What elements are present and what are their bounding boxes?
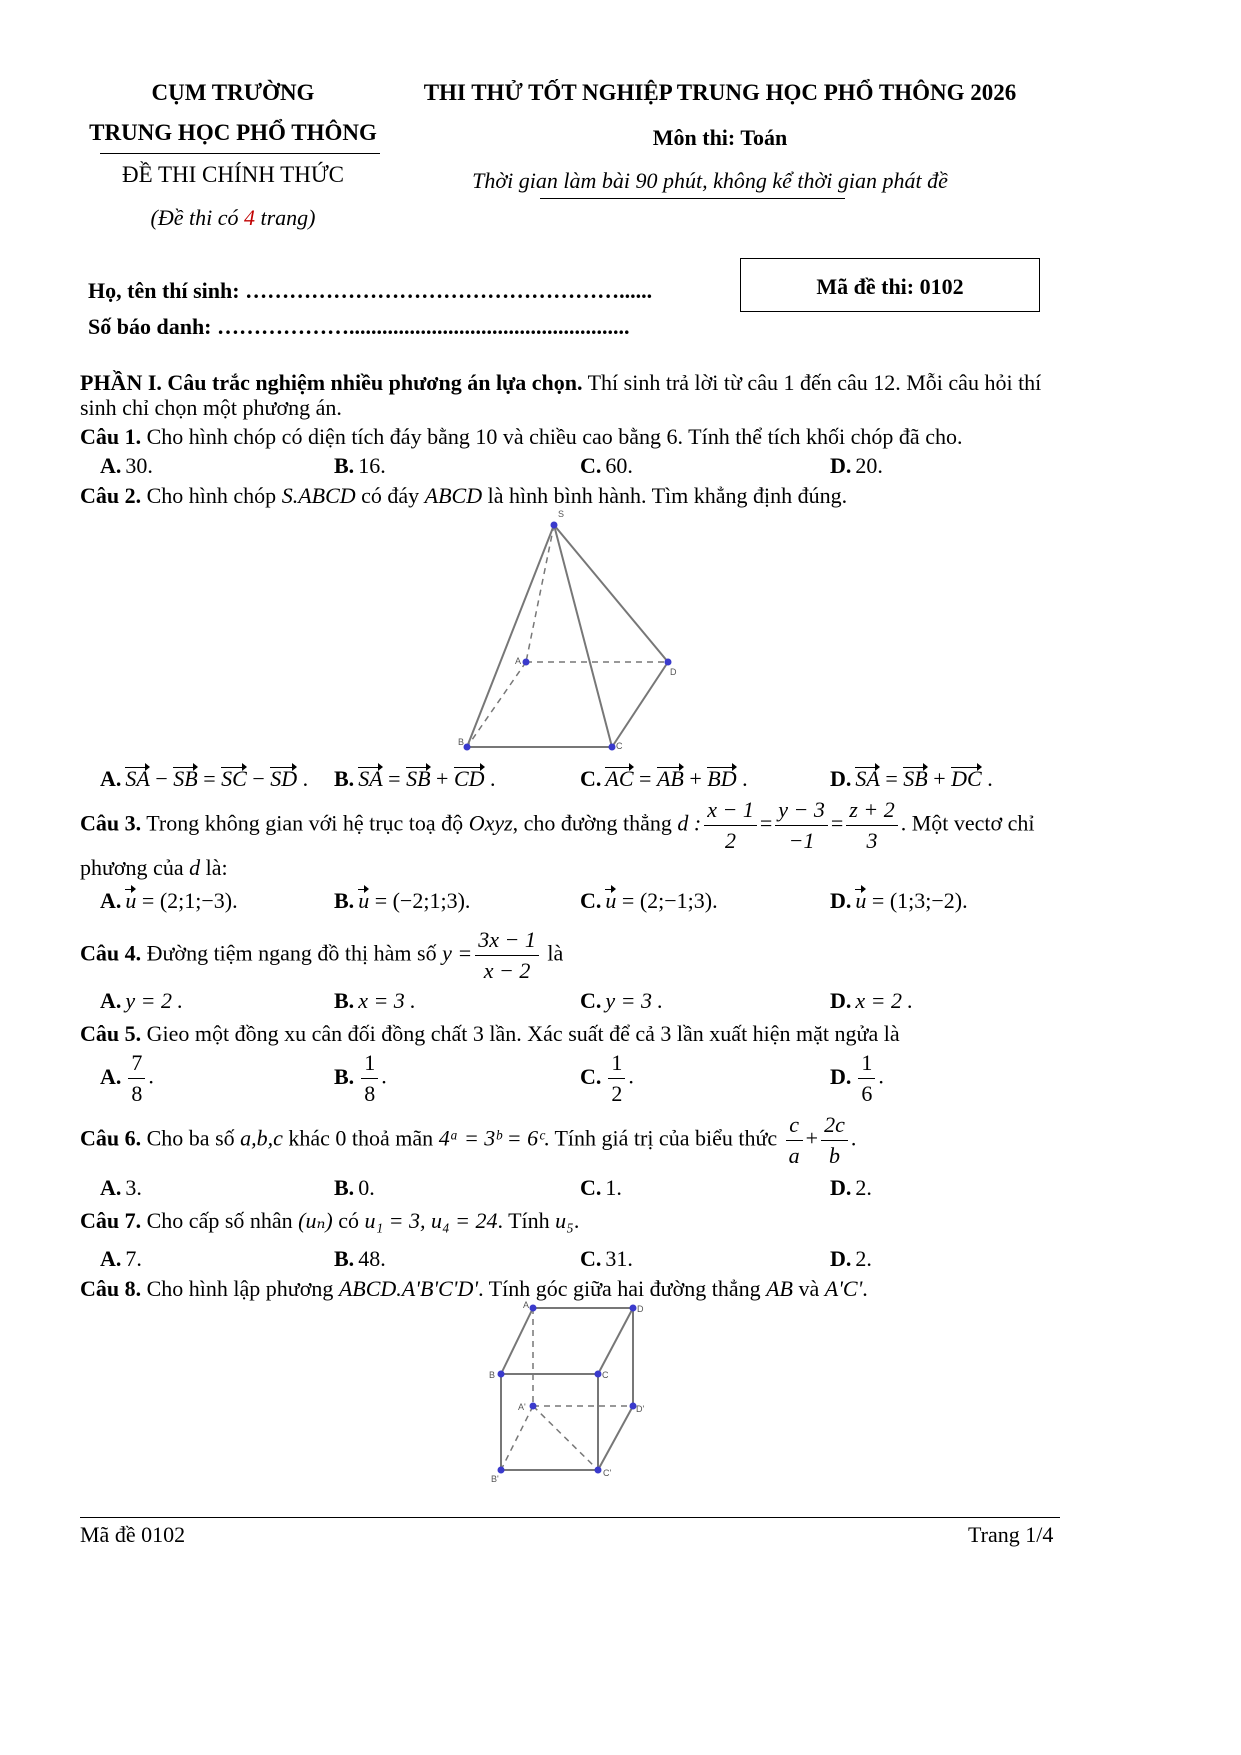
header-right-rule (540, 198, 845, 199)
q3-option-a[interactable]: A. u = (2;1;−3). (100, 888, 238, 913)
exam-code-box (740, 258, 1040, 312)
question-4: Câu 4. Đường tiệm ngang đồ thị hàm số y = $\frac{3x - 1}{x - 2}$ là (80, 927, 564, 983)
header-left-rule (100, 153, 380, 154)
question-1: Câu 1. Cho hình chóp có diện tích đáy bằng 10 và chiều cao bằng 6. Tính thể tích khối chóp đã cho. (80, 424, 963, 449)
footer-rule (80, 1517, 1060, 1518)
edge-ab-hidden (467, 662, 526, 747)
q7-option-c[interactable]: C. 31. (580, 1246, 633, 1271)
q5-option-b[interactable]: B. $\frac{1}{8}$ . (334, 1050, 387, 1106)
q2-option-a[interactable]: A. SA − SB = SC − SD . (100, 766, 309, 791)
question-8: Câu 8. Cho hình lập phương ABCD.A'B'C'D'. Tính góc giữa hai đường thẳng AB và A'C'. (80, 1276, 868, 1301)
question-5: Câu 5. Gieo một đồng xu cân đối đồng chất 3 lần. Xác suất để cả 3 lần xuất hiện mặt ngửa là (80, 1021, 900, 1046)
q3-option-d[interactable]: D. u = (1;3;−2). (830, 888, 968, 913)
label-c: C (616, 741, 623, 751)
label-a: A (523, 1300, 530, 1310)
label-b1: B' (491, 1474, 499, 1484)
label-a1: A' (518, 1402, 526, 1412)
q5-option-d[interactable]: D. $\frac{1}{6}$ . (830, 1050, 884, 1106)
q6-option-b[interactable]: B. 0. (334, 1175, 375, 1200)
edge-sa-hidden (526, 525, 554, 662)
label-d: D (670, 667, 677, 677)
q5-option-c[interactable]: C. $\frac{1}{2}$ . (580, 1050, 634, 1106)
edge-sb (467, 525, 554, 747)
label-d: D (637, 1304, 644, 1314)
q6-option-c[interactable]: C. 1. (580, 1175, 622, 1200)
q6-option-a[interactable]: A. 3. (100, 1175, 142, 1200)
label-a: A (515, 656, 522, 666)
vertex-c (609, 744, 616, 751)
vertex-b (464, 744, 471, 751)
vertex-s (551, 522, 558, 529)
footer-page-number: Trang 1/4 (968, 1522, 1054, 1547)
part1-intro: PHẦN I. Câu trắc nghiệm nhiều phương án lựa chọn. Thí sinh trả lời từ câu 1 đến câu 12. Mỗi câu hỏi thí (80, 370, 1042, 395)
official-exam-label: ĐỀ THI CHÍNH THỨC (121, 162, 345, 187)
q2-option-d[interactable]: D. SA = SB + DC . (830, 766, 993, 791)
q4-option-c[interactable]: C. y = 3 . (580, 988, 664, 1013)
q1-option-d[interactable]: D. 20. (830, 453, 883, 478)
q4-option-a[interactable]: A. y = 2 . (100, 988, 184, 1013)
school-cluster: CỤM TRƯỜNG (151, 80, 315, 105)
exam-code: Mã đề thi: 0102 (816, 274, 964, 299)
q3-option-c[interactable]: C. u = (2;−1;3). (580, 888, 718, 913)
pyramid-figure (440, 505, 700, 760)
q2-option-c[interactable]: C. AC = AB + BD . (580, 766, 748, 791)
label-s: S (558, 509, 565, 519)
candidate-name-field[interactable]: Họ, tên thí sinh: ……………………………………………...... (88, 278, 653, 303)
question-2: Câu 2. Cho hình chóp S.ABCD có đáy ABCD là hình bình hành. Tìm khẳng định đúng. (80, 483, 848, 508)
q2-option-b[interactable]: B. SA = SB + CD . (334, 766, 496, 791)
label-c1: C' (603, 1468, 612, 1478)
q1-option-c[interactable]: C. 60. (580, 453, 633, 478)
candidate-id-field[interactable]: Số báo danh: ………………................................................... (88, 314, 630, 339)
q4-option-d[interactable]: D. x = 2 . (830, 988, 914, 1013)
question-7: Câu 7. Cho cấp số nhân (uₙ) có u₁ = 3, u₄ = 24. Tính u₅. (80, 1208, 580, 1233)
q7-option-b[interactable]: B. 48. (334, 1246, 386, 1271)
q6-option-d[interactable]: D. 2. (830, 1175, 872, 1200)
question-3: Câu 3. Trong không gian với hệ trục toạ độ Oxyz, cho đường thẳng d : $\frac{x - 1}{2}$ = $\frac{y - 3}{-1}$ = $\frac{z + 2}{3}$ . Một vectơ chỉ (80, 797, 1035, 853)
question-3-cont: phương của d là: (80, 855, 228, 880)
question-6: Câu 6. Cho ba số a,b,c khác 0 thoả mãn 4ᵃ = 3ᵇ = 6ᶜ. Tính giá trị của biểu thức $\frac{c}{a}$ + $\frac{2c}{b}$ . (80, 1112, 857, 1168)
page-count-note: (Đề thi có 4 trang) (150, 205, 316, 230)
q5-option-a[interactable]: A. $\frac{7}{8}$ . (100, 1050, 154, 1106)
q1-option-b[interactable]: B. 16. (334, 453, 386, 478)
q1-option-a[interactable]: A. 30. (100, 453, 153, 478)
subject-label: Môn thi: Toán (652, 125, 788, 150)
part1-intro-cont: sinh chỉ chọn một phương án. (80, 395, 342, 420)
vertex-d (665, 659, 672, 666)
vertex-a (523, 659, 530, 666)
exam-title: THI THỬ TỐT NGHIỆP TRUNG HỌC PHỔ THÔNG 2026 (423, 80, 1017, 105)
label-b: B (489, 1370, 496, 1380)
footer-exam-code: Mã đề 0102 (80, 1522, 186, 1547)
school-type: TRUNG HỌC PHỔ THÔNG (89, 120, 377, 145)
exam-duration: Thời gian làm bài 90 phút, không kể thời gian phát đề (472, 168, 948, 193)
q7-option-a[interactable]: A. 7. (100, 1246, 142, 1271)
q4-option-b[interactable]: B. x = 3 . (334, 988, 416, 1013)
label-d1: D' (636, 1404, 645, 1414)
q3-option-b[interactable]: B. u = (−2;1;3). (334, 888, 471, 913)
cube-figure (485, 1300, 655, 1485)
label-b: B (458, 737, 465, 747)
edge-cd (612, 662, 668, 747)
label-c: C (602, 1370, 609, 1380)
q7-option-d[interactable]: D. 2. (830, 1246, 872, 1271)
